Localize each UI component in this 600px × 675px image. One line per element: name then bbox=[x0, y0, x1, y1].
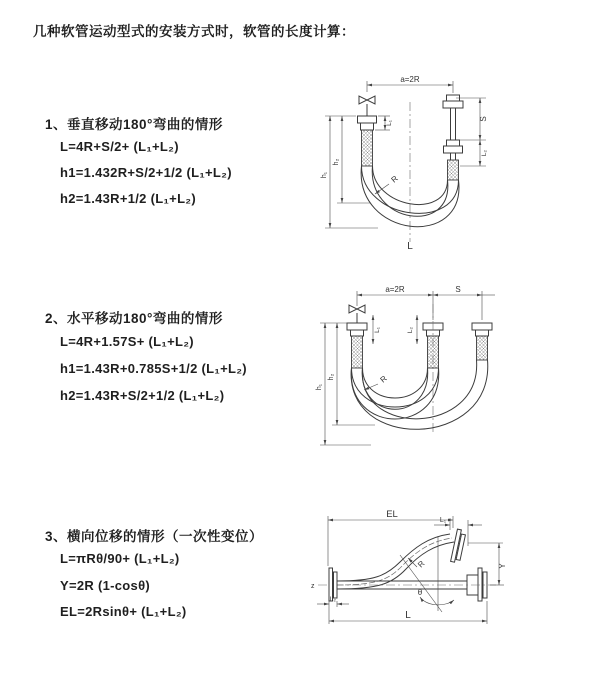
dim-label-L2: L₂ bbox=[329, 596, 337, 603]
dim-label-h1: h₁ bbox=[321, 171, 328, 179]
radius-label: R bbox=[416, 558, 427, 570]
flange-upper-right bbox=[451, 529, 467, 563]
dim-label-a2r: a=2R bbox=[385, 285, 405, 294]
flange-lower-right bbox=[478, 568, 482, 601]
dim-label-L1: L₁ bbox=[374, 327, 381, 333]
section-1-formula-h1: h1=1.432R+S/2+1/2 (L₁+L₂) bbox=[60, 165, 232, 180]
flange bbox=[358, 116, 377, 123]
section-2-heading: 2、水平移动180°弯曲的情形 bbox=[45, 311, 223, 326]
section-2-formula-L: L=4R+1.57S+ (L₁+L₂) bbox=[60, 334, 194, 349]
diagram-lateral-displacement bbox=[300, 508, 595, 648]
hose-arc bbox=[351, 368, 438, 419]
hose-arc bbox=[363, 368, 428, 398]
centerline-mark: z bbox=[311, 583, 315, 590]
section-1-heading: 1、垂直移动180°弯曲的情形 bbox=[45, 117, 223, 132]
section-1-formula-L: L=4R+S/2+ (L₁+L₂) bbox=[60, 139, 179, 154]
radius-leader bbox=[375, 184, 389, 194]
dim-label-L1: L₁ bbox=[439, 517, 447, 524]
section-2-formula-h2: h2=1.43R+S/2+1/2 (L₁+L₂) bbox=[60, 388, 225, 403]
dim-label-h1: h₁ bbox=[316, 383, 323, 391]
flange bbox=[444, 146, 463, 153]
radius-label: R bbox=[389, 173, 400, 185]
section-3-heading: 3、横向位移的情形（一次性变位） bbox=[45, 529, 264, 544]
flange-left bbox=[334, 572, 338, 598]
diagram-vertical-180-bend bbox=[308, 72, 593, 257]
hose-wall bbox=[337, 542, 454, 589]
page-title: 几种软管运动型式的安装方式时，软管的长度计算： bbox=[33, 24, 355, 39]
radius-label: R bbox=[378, 373, 389, 385]
angle-label: θ bbox=[417, 588, 423, 597]
nut bbox=[361, 123, 374, 130]
fitting-left bbox=[347, 323, 367, 368]
dim-label-Y: Y bbox=[498, 563, 507, 569]
flange bbox=[443, 101, 463, 108]
dim-label-h2: h₂ bbox=[328, 373, 335, 381]
dim-label-h2: h₂ bbox=[333, 158, 340, 166]
section-3-formula-EL: EL=2Rsinθ+ (L₁+L₂) bbox=[60, 604, 187, 619]
dim-label-EL: EL bbox=[386, 509, 398, 520]
hose-arc bbox=[362, 360, 476, 419]
length-label: L bbox=[407, 241, 413, 252]
section-2-formula-h1: h1=1.43R+0.785S+1/2 (L₁+L₂) bbox=[60, 361, 247, 376]
dim-label-L2: L₂ bbox=[481, 149, 488, 157]
nut bbox=[447, 140, 460, 146]
braided-hose-section bbox=[362, 130, 373, 166]
dim-label-L2: L₂ bbox=[407, 326, 414, 334]
dim-label-a2r: a=2R bbox=[400, 75, 420, 84]
hose-arc bbox=[362, 368, 427, 409]
dim-label-S: S bbox=[455, 285, 461, 294]
section-3-formula-L: L=πRθ/90+ (L₁+L₂) bbox=[60, 551, 180, 566]
section-1-formula-h2: h2=1.43R+1/2 (L₁+L₂) bbox=[60, 191, 197, 206]
hose-centerline bbox=[337, 538, 452, 585]
valve-icon bbox=[349, 305, 365, 323]
angle-arc bbox=[420, 597, 454, 605]
fitting-right bbox=[472, 323, 492, 360]
valve-icon bbox=[359, 96, 375, 116]
dim-label-S: S bbox=[479, 116, 488, 122]
section-3-formula-Y: Y=2R (1-cosθ) bbox=[60, 578, 151, 593]
dim-label-L: L bbox=[405, 610, 411, 621]
braided-hose-section bbox=[448, 160, 459, 180]
dim-label-L1: L₁ bbox=[386, 120, 393, 126]
diagram-horizontal-180-bend bbox=[305, 282, 595, 467]
